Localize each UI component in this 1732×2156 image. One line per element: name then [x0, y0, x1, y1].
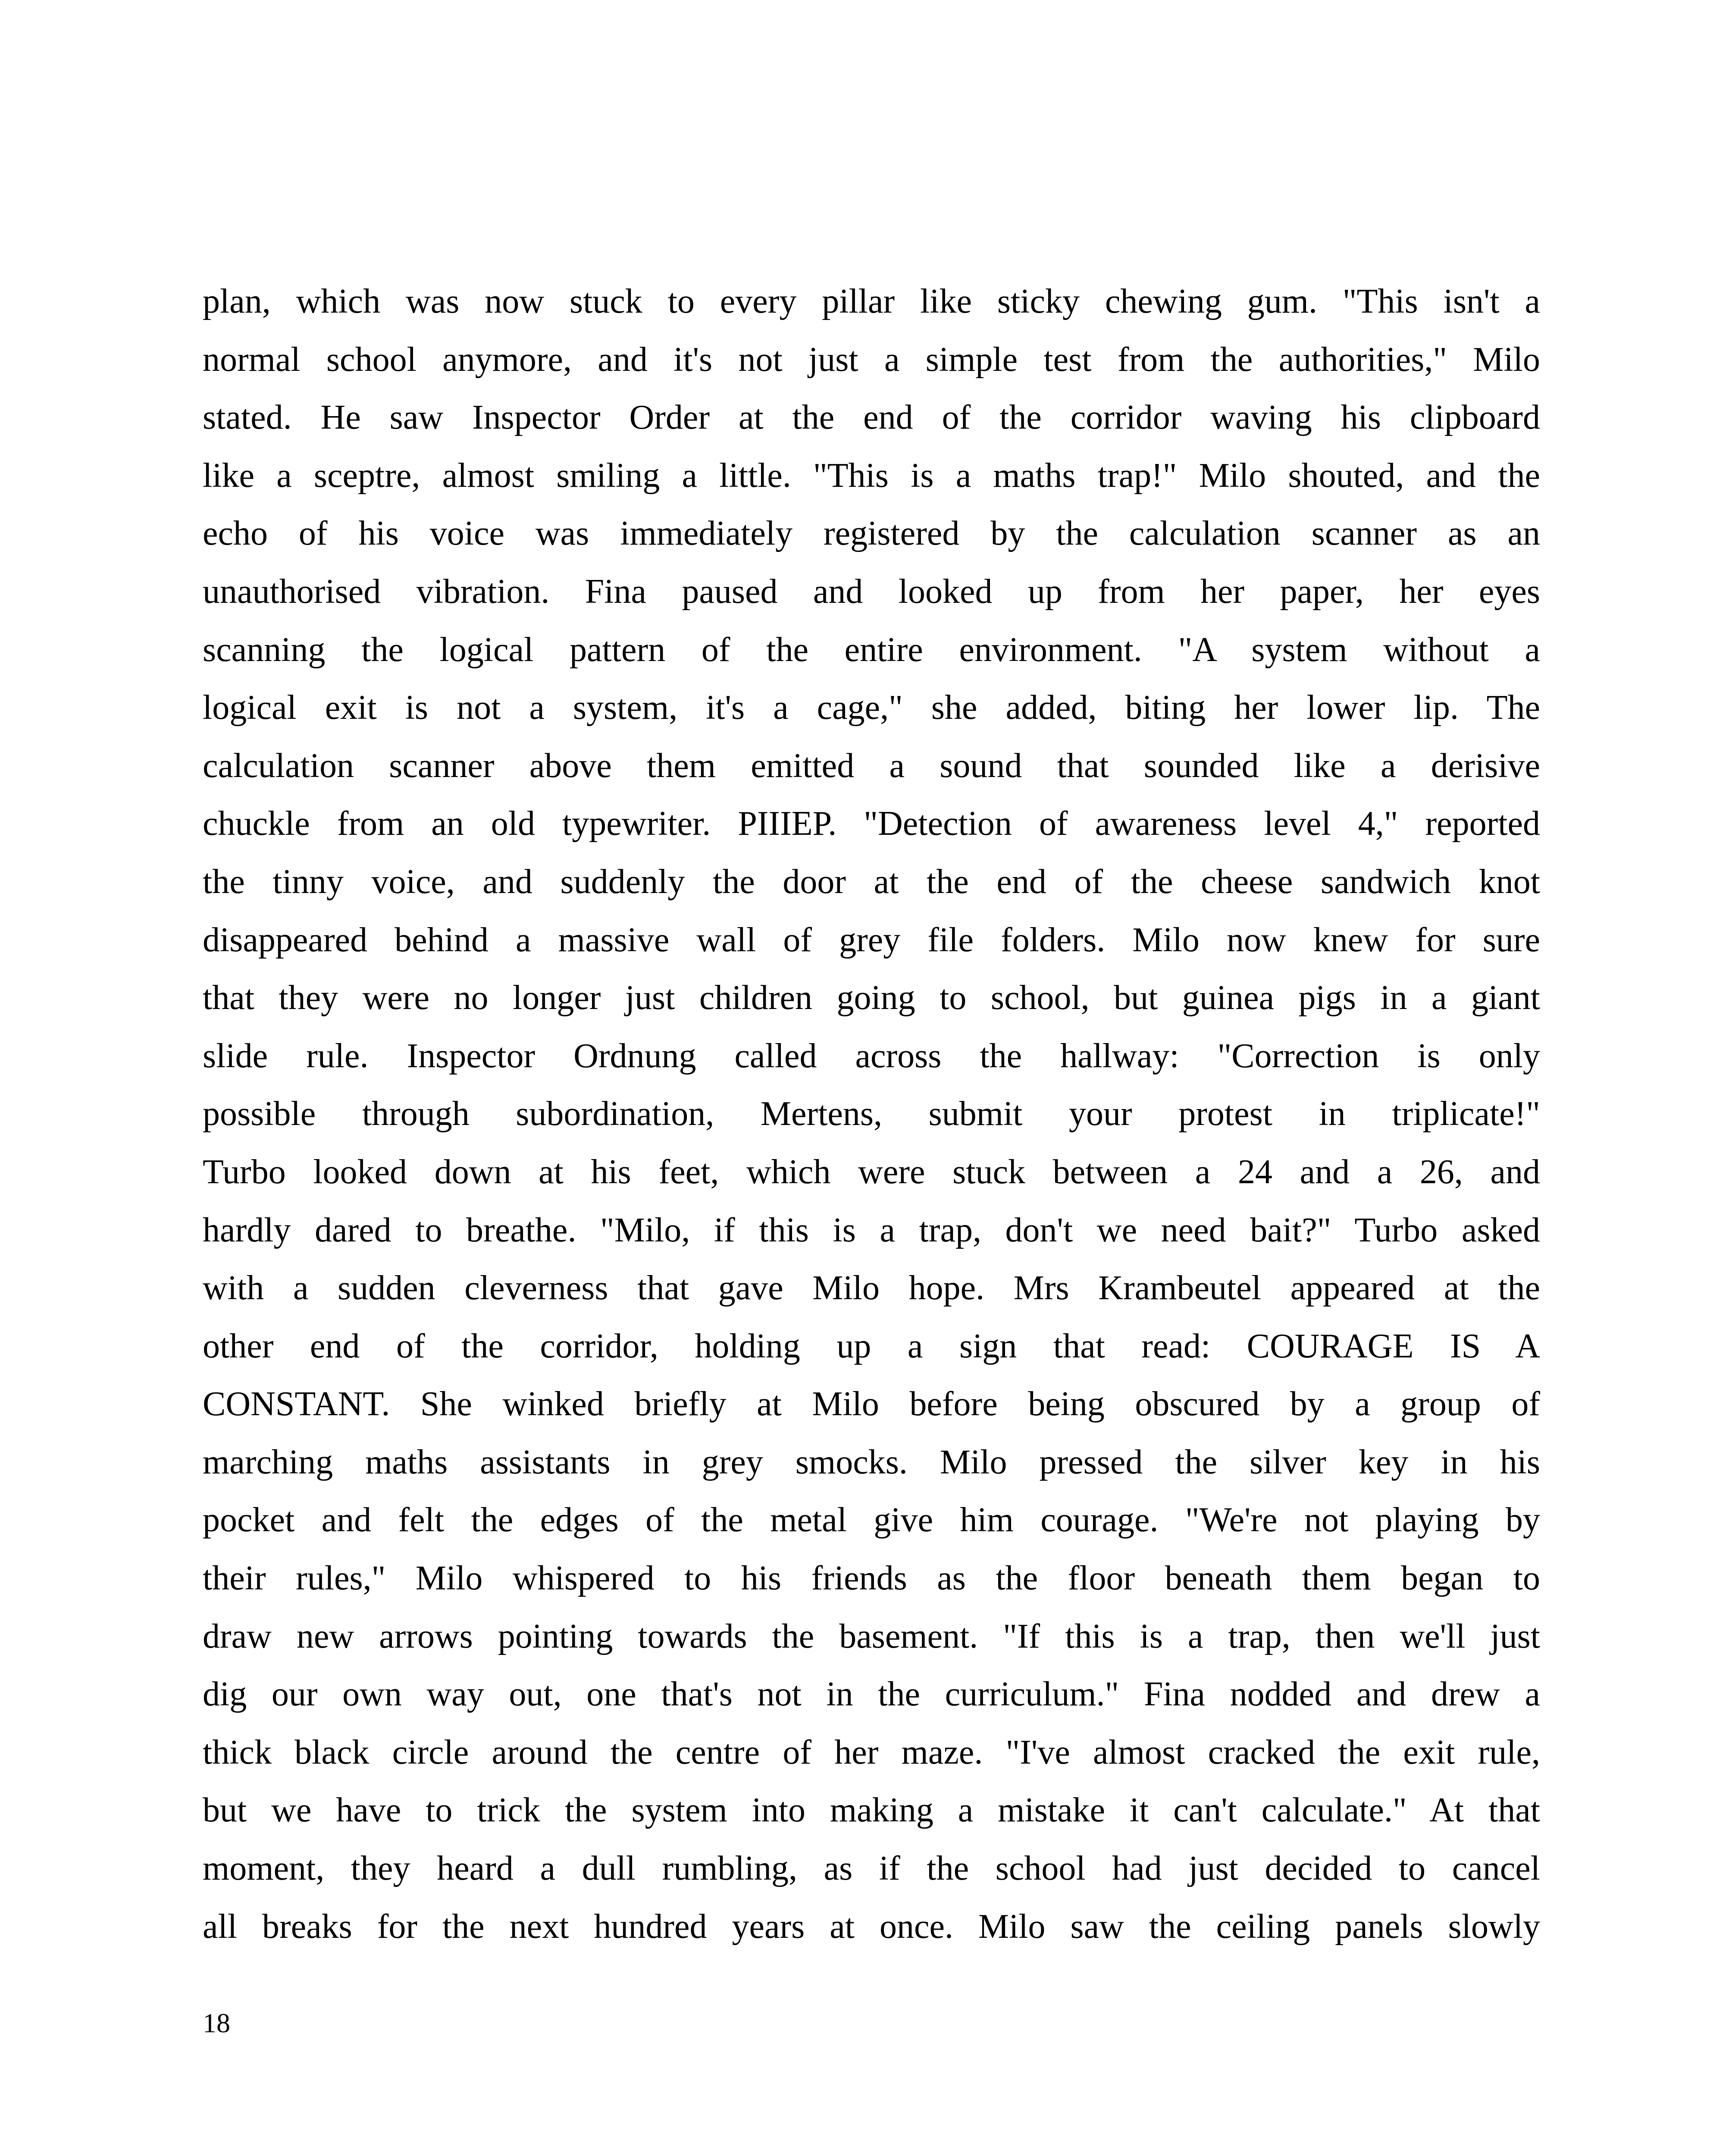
text-line: CONSTANT. She winked briefly at Milo before being obscured by a group of: [203, 1385, 1540, 1423]
page-number: 18: [203, 2008, 230, 2038]
text-line: marching maths assistants in grey smocks. Milo pressed the silver key in his: [203, 1443, 1540, 1481]
text-line: that they were no longer just children going to school, but guinea pigs in a giant: [203, 979, 1540, 1017]
text-line: thick black circle around the centre of her maze. "I've almost cracked the exit rule,: [203, 1733, 1540, 1771]
text-line: slide rule. Inspector Ordnung called across the hallway: "Correction is only: [203, 1037, 1540, 1075]
text-line: hardly dared to breathe. "Milo, if this is a trap, don't we need bait?" Turbo asked: [203, 1211, 1540, 1249]
text-line: Turbo looked down at his feet, which were stuck between a 24 and a 26, and: [203, 1153, 1540, 1191]
text-line: disappeared behind a massive wall of grey file folders. Milo now knew for sure: [203, 921, 1540, 959]
text-line: with a sudden cleverness that gave Milo hope. Mrs Krambeutel appeared at the: [203, 1269, 1540, 1307]
text-line: calculation scanner above them emitted a sound that sounded like a derisive: [203, 746, 1540, 785]
text-line: dig our own way out, one that's not in the curriculum." Fina nodded and drew a: [203, 1675, 1540, 1714]
text-line: chuckle from an old typewriter. PIIIEP. "Detection of awareness level 4," reported: [203, 805, 1540, 843]
text-line: their rules," Milo whispered to his friends as the floor beneath them began to: [203, 1559, 1540, 1598]
text-line: moment, they heard a dull rumbling, as if the school had just decided to cancel: [203, 1849, 1540, 1888]
text-line: unauthorised vibration. Fina paused and looked up from her paper, her eyes: [203, 572, 1540, 611]
text-line: like a sceptre, almost smiling a little. "This is a maths trap!" Milo shouted, and the: [203, 456, 1540, 495]
text-line: pocket and felt the edges of the metal give him courage. "We're not playing by: [203, 1501, 1540, 1539]
text-line: logical exit is not a system, it's a cage," she added, biting her lower lip. The: [203, 689, 1540, 727]
text-line: plan, which was now stuck to every pillar like sticky chewing gum. "This isn't a: [203, 282, 1540, 320]
text-line: echo of his voice was immediately registered by the calculation scanner as an: [203, 514, 1540, 553]
text-line: the tinny voice, and suddenly the door at the end of the cheese sandwich knot: [203, 862, 1540, 901]
body-text: [203, 273, 1540, 1955]
text-line: other end of the corridor, holding up a sign that read: COURAGE IS A: [203, 1327, 1540, 1365]
text-line: but we have to trick the system into making a mistake it can't calculate." At that: [203, 1791, 1540, 1830]
text-line: possible through subordination, Mertens, submit your protest in triplicate!": [203, 1095, 1540, 1133]
text-line: all breaks for the next hundred years at once. Milo saw the ceiling panels slowly: [203, 1907, 1540, 1946]
text-line: scanning the logical pattern of the entire environment. "A system without a: [203, 630, 1540, 669]
text-line: stated. He saw Inspector Order at the end of the corridor waving his clipboard: [203, 398, 1540, 437]
text-line: draw new arrows pointing towards the basement. "If this is a trap, then we'll just: [203, 1617, 1540, 1655]
text-line: normal school anymore, and it's not just a simple test from the authorities," Milo: [203, 340, 1540, 379]
